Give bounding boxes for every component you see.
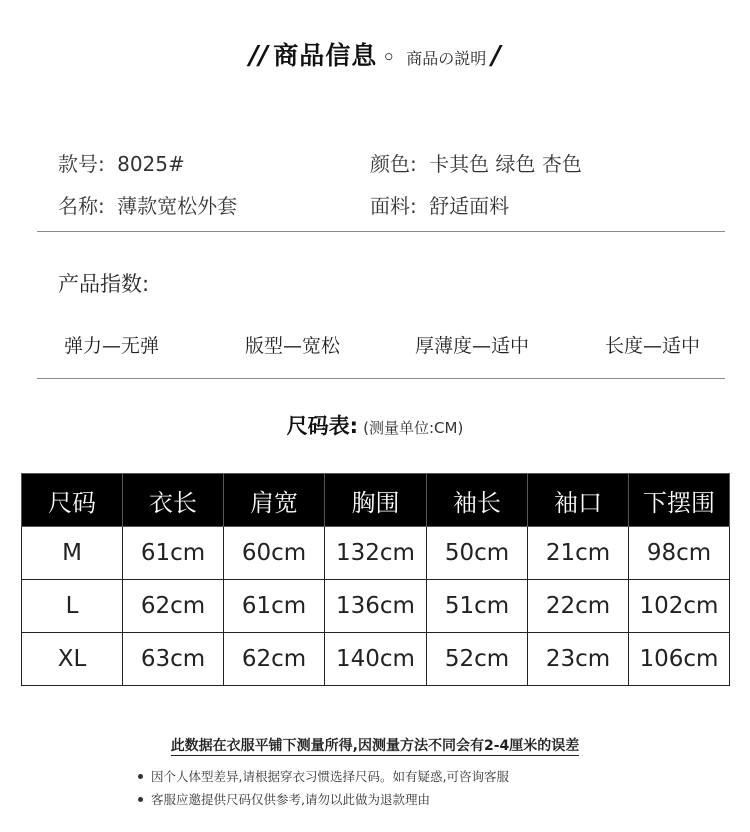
table-row bbox=[22, 527, 730, 580]
size-chart-heading: 尺码表: bbox=[286, 414, 359, 438]
note-text: 因个人体型差异,请根据穿衣习惯选择尺码。如有疑惑,可咨询客服 bbox=[151, 769, 509, 784]
slash-decoration-right: / bbox=[491, 41, 501, 71]
table-cell: 62cm bbox=[224, 633, 325, 686]
bullet-icon bbox=[138, 774, 143, 779]
table-row bbox=[22, 580, 730, 633]
slash-decoration-left: // bbox=[249, 41, 269, 71]
product-fabric-value: 舒适面料 bbox=[429, 194, 510, 218]
product-fabric-label: 面料: bbox=[370, 194, 417, 218]
table-cell: 98cm bbox=[629, 527, 730, 580]
circle-dot-icon: ◦ bbox=[382, 45, 396, 69]
column-header: 肩宽 bbox=[224, 474, 325, 527]
table-row bbox=[22, 633, 730, 686]
table-cell: M bbox=[22, 527, 123, 580]
column-header: 下摆围 bbox=[629, 474, 730, 527]
measurement-note-text: 此数据在衣服平铺下测量所得,因测量方法不同会有2-4厘米的误差 bbox=[170, 738, 580, 754]
model-number-value: 8025# bbox=[117, 152, 185, 176]
column-header: 衣长 bbox=[123, 474, 224, 527]
column-header: 尺码 bbox=[22, 474, 123, 527]
product-name bbox=[58, 190, 237, 219]
index-length: 长度—适中 bbox=[605, 335, 701, 357]
index-elasticity: 弹力—无弹 bbox=[64, 335, 160, 357]
table-cell: 60cm bbox=[224, 527, 325, 580]
index-thickness: 厚薄度—适中 bbox=[415, 335, 530, 357]
page-subtitle: 商品の説明 bbox=[406, 49, 487, 68]
index-fit: 版型—宽松 bbox=[245, 335, 341, 357]
measurement-note-headline bbox=[0, 735, 750, 755]
note-item bbox=[138, 767, 509, 785]
table-cell: 132cm bbox=[325, 527, 427, 580]
product-fabric bbox=[370, 190, 509, 219]
divider bbox=[37, 231, 725, 232]
table-cell: 140cm bbox=[325, 633, 427, 686]
table-cell: 23cm bbox=[528, 633, 629, 686]
model-number-label: 款号: bbox=[58, 152, 105, 176]
table-cell: 106cm bbox=[629, 633, 730, 686]
column-header: 胸围 bbox=[325, 474, 427, 527]
table-cell: L bbox=[22, 580, 123, 633]
column-header: 袖口 bbox=[528, 474, 629, 527]
page-title: 商品信息 bbox=[273, 41, 378, 70]
size-chart-unit: (测量单位:CM) bbox=[363, 419, 464, 437]
product-colors-value: 卡其色 绿色 杏色 bbox=[429, 152, 582, 176]
table-cell: 22cm bbox=[528, 580, 629, 633]
table-cell: 50cm bbox=[427, 527, 528, 580]
divider bbox=[37, 378, 725, 379]
table-cell: 51cm bbox=[427, 580, 528, 633]
table-cell: 62cm bbox=[123, 580, 224, 633]
note-text: 客服应邀提供尺码仅供参考,请勿以此做为退款理由 bbox=[151, 792, 430, 807]
table-cell: 61cm bbox=[224, 580, 325, 633]
column-header: 袖长 bbox=[427, 474, 528, 527]
note-item bbox=[138, 790, 430, 808]
table-cell: 21cm bbox=[528, 527, 629, 580]
table-cell: 61cm bbox=[123, 527, 224, 580]
bullet-icon bbox=[138, 797, 143, 802]
product-name-value: 薄款宽松外套 bbox=[117, 194, 238, 218]
size-chart-title bbox=[0, 410, 750, 440]
product-colors bbox=[370, 148, 582, 177]
product-name-label: 名称: bbox=[58, 194, 105, 218]
table-cell: XL bbox=[22, 633, 123, 686]
model-number bbox=[58, 148, 185, 177]
size-table bbox=[21, 473, 730, 686]
table-cell: 136cm bbox=[325, 580, 427, 633]
product-colors-label: 颜色: bbox=[370, 152, 417, 176]
table-cell: 102cm bbox=[629, 580, 730, 633]
table-cell: 52cm bbox=[427, 633, 528, 686]
page-header bbox=[0, 36, 750, 72]
table-cell: 63cm bbox=[123, 633, 224, 686]
table-header-row bbox=[22, 474, 730, 527]
product-index-title: 产品指数: bbox=[58, 272, 150, 296]
